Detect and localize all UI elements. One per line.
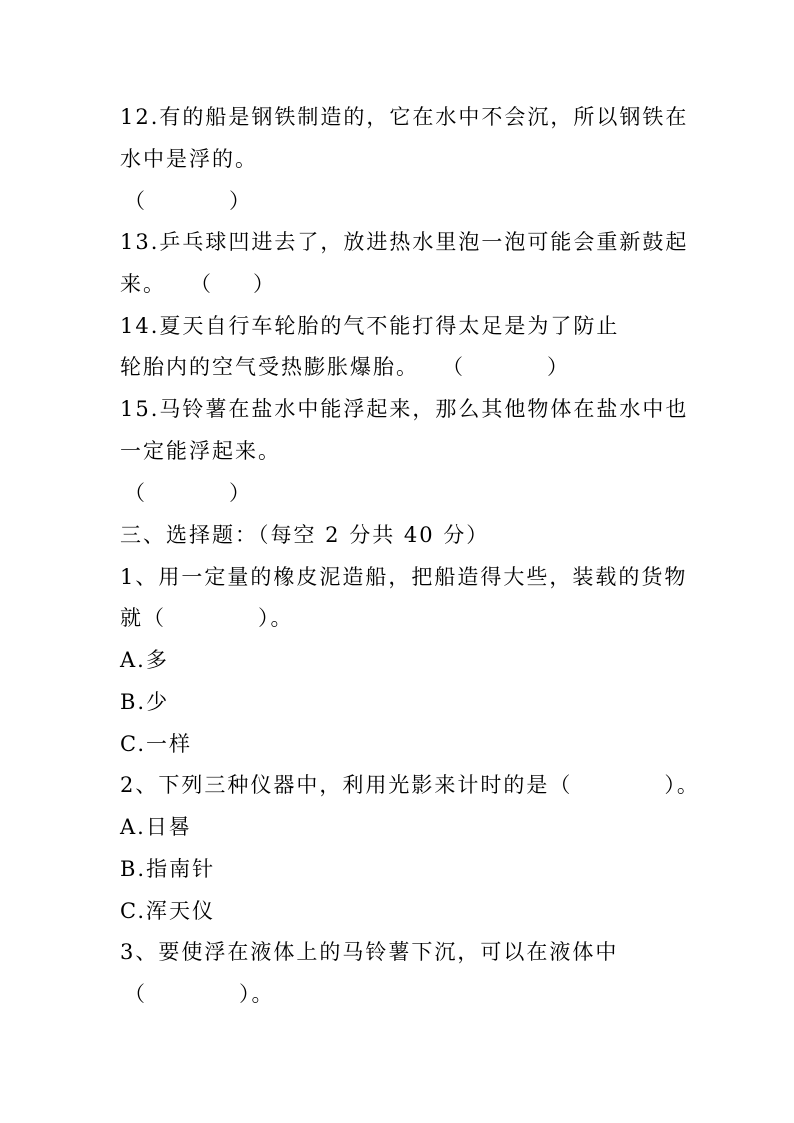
question-13-answer-blank[interactable]: （ ） — [190, 272, 274, 296]
question-15-line-1: 15.马铃薯在盐水中能浮起来，那么其他物体在盐水中也 — [120, 397, 689, 421]
question-15-answer-blank[interactable]: （ ） — [124, 481, 250, 505]
question-13-line-1: 13.乒乓球凹进去了，放进热水里泡一泡可能会重新鼓起 — [120, 230, 689, 254]
section-3-heading: 三、选择题：（每空 2 分共 40 分） — [120, 523, 490, 547]
choice-question-1-line-2: 就（ ）。 — [120, 606, 294, 630]
choice-question-2-line-1: 2、下列三种仪器中，利用光影来计时的是（ ）。 — [120, 773, 700, 797]
question-14-line-1: 14.夏天自行车轮胎的气不能打得太足是为了防止 — [120, 314, 620, 338]
question-12-answer-blank[interactable]: （ ） — [124, 189, 250, 213]
question-13-line-2: 来。 — [120, 272, 166, 296]
question-12-line-1: 12.有的船是钢铁制造的，它在水中不会沉，所以钢铁在 — [120, 105, 689, 129]
choice-question-2-option-c: C.浑天仪 — [120, 899, 215, 923]
choice-question-1-option-a: A.多 — [120, 648, 169, 672]
choice-question-2-option-a: A.日晷 — [120, 815, 192, 839]
question-12-line-2: 水中是浮的。 — [120, 147, 258, 171]
choice-question-3-line-2: （ ）。 — [124, 982, 275, 1006]
choice-question-1-line-1: 1、用一定量的橡皮泥造船，把船造得大些，装载的货物 — [120, 565, 688, 589]
choice-question-3-line-1: 3、要使浮在液体上的马铃薯下沉，可以在液体中 — [120, 940, 619, 964]
choice-question-2-option-b: B.指南针 — [120, 857, 216, 881]
choice-question-1-option-b: B.少 — [120, 690, 170, 714]
question-15-line-2: 一定能浮起来。 — [120, 439, 281, 463]
choice-question-1-option-c: C.一样 — [120, 732, 192, 756]
question-14-answer-blank[interactable]: （ ） — [442, 355, 568, 379]
question-14-line-2: 轮胎内的空气受热膨胀爆胎。 — [120, 355, 419, 379]
